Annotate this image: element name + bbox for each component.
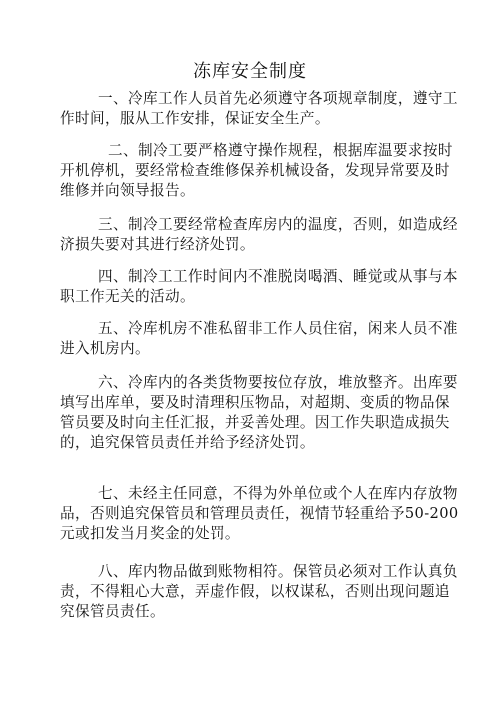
rule-7-line-3: 元或扣发当月奖金的处罚。 — [60, 525, 240, 542]
rule-2 — [60, 141, 453, 201]
rule-6 — [60, 373, 458, 453]
rule-6-line-2: 填写出库单，要及时清理积压物品，对超期、变质的物品保 — [60, 394, 450, 411]
rule-1-line-1: 一、冷库工作人员首先必须遵守各项规章制度，遵守工 — [98, 90, 458, 107]
rule-5 — [60, 319, 458, 359]
rule-6-line-3: 管员要及时向主任汇报，并妥善处理。因工作失职造成损失 — [60, 414, 450, 431]
rule-2-line-3: 维修并向领导报告。 — [60, 182, 195, 199]
rule-8-line-3: 究保管员责任。 — [60, 603, 165, 620]
rule-3-line-2: 济损失要对其进行经济处罚。 — [60, 236, 255, 253]
page-title: 冻库安全制度 — [193, 61, 307, 82]
rule-6-line-4: 的，追究保管员责任并给予经济处罚。 — [60, 434, 315, 451]
rule-7-line-1: 七、未经主任同意，不得为外单位或个人在库内存放物 — [98, 485, 458, 502]
rule-1-line-2: 作时间，服从工作安排，保证安全生产。 — [60, 110, 330, 127]
rule-2-line-1: 二、制冷工要严格遵守操作规程，根据库温要求按时 — [108, 142, 453, 159]
rule-8-line-1: 八、库内物品做到账物相符。保管员必须对工作认真负 — [98, 563, 458, 580]
rule-3 — [60, 215, 458, 255]
rule-7-line-2: 品，否则追究保管员和管理员责任，视情节轻重给予50-200 — [60, 505, 459, 522]
rule-8 — [60, 562, 458, 622]
rule-5-line-2: 进入机房内。 — [60, 340, 150, 357]
rule-5-line-1: 五、冷库机房不准私留非工作人员住宿，闲来人员不准 — [98, 320, 458, 337]
rule-4-line-2: 职工作无关的活动。 — [60, 288, 195, 305]
rule-4-line-1: 四、制冷工工作时间内不准脱岗喝酒、睡觉或从事与本 — [98, 268, 458, 285]
rule-2-line-2: 开机停机，要经常检查维修保养机械设备，发现异常要及时 — [60, 162, 450, 179]
rule-7 — [60, 484, 459, 544]
rule-6-line-1: 六、冷库内的各类货物要按位存放，堆放整齐。出库要 — [98, 374, 458, 391]
rule-8-line-2: 责，不得粗心大意，弄虚作假，以权谋私，否则出现问题追 — [60, 583, 450, 600]
rule-3-line-1: 三、制冷工要经常检查库房内的温度，否则，如造成经 — [98, 216, 458, 233]
rule-4 — [60, 267, 458, 307]
rule-1 — [60, 89, 458, 129]
